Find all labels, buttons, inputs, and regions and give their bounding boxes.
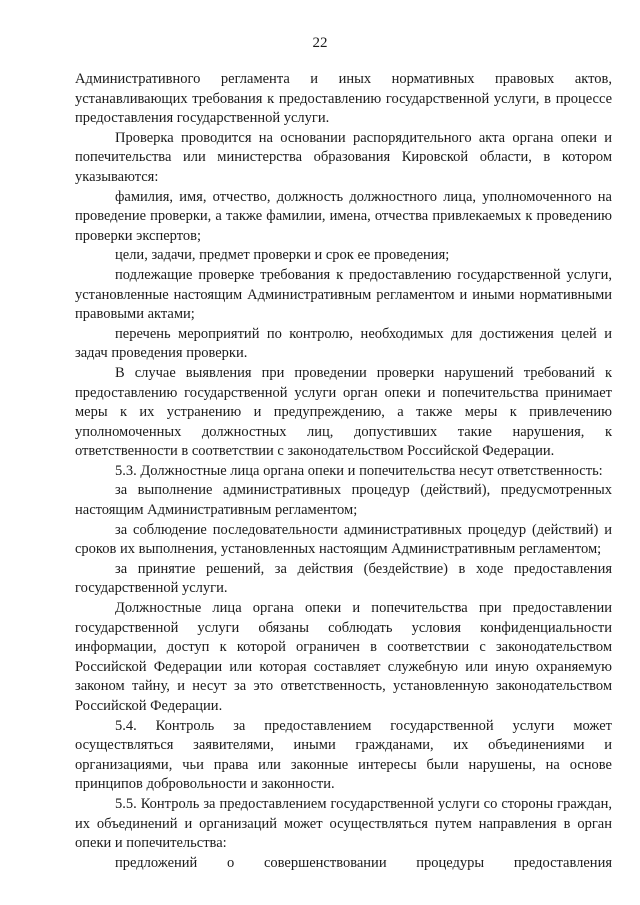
paragraph: 5.5. Контроль за предоставлением государственной услуги со стороны граждан, их объединений и организаций может осуществляться путем направления в орган опеки и попечительства: [75,795,612,852]
page-number: 22 [312,35,328,51]
paragraph: за принятие решений, за действия (бездействие) в ходе предоставления государственной услуги. [75,560,612,597]
paragraph: 5.4. Контроль за предоставлением государственной услуги может осуществляться заявителями, иными гражданами, их объединениями и организациями, чьи права или законные интересы были нарушены, на основе принципов добровольности и законности. [75,717,612,793]
paragraph: фамилия, имя, отчество, должность должностного лица, уполномоченного на проведение проверки, а также фамилии, имена, отчества привлекаемых к проведению проверки экспертов; [75,188,612,244]
paragraph: Административного регламента и иных нормативных правовых актов, устанавливающих требования к предоставлению государственной услуги, в процессе предоставления государственной услуги. [75,71,612,127]
paragraph: Должностные лица органа опеки и попечительства при предоставлении государственной услуги обязаны соблюдать условия конфиденциальности информации, доступ к которой ограничен в соответствии с законодательством Российской Федерации или которая составляет служебную или иную охраняемую законом тайну, и несут за это ответственность, установленную законодательством Российской Федерации. [75,600,612,714]
document-body [75,70,612,873]
paragraph: цели, задачи, предмет проверки и срок ее проведения; [115,247,450,264]
paragraph: 5.3. Должностные лица органа опеки и попечительства несут ответственность: [115,462,603,479]
paragraph: предложений о совершенствовании процедуры предоставления [115,854,612,871]
paragraph: за соблюдение последовательности административных процедур (действий) и сроков их выполнения, установленных настоящим Административным регламентом; [75,521,612,558]
paragraph: подлежащие проверке требования к предоставлению государственной услуги, установленные настоящим Административным регламентом и иными нормативными правовыми актами; [75,266,612,323]
paragraph: за выполнение административных процедур (действий), предусмотренных настоящим Административным регламентом; [75,482,612,519]
paragraph: перечень мероприятий по контролю, необходимых для достижения целей и задач проведения проверки. [75,325,612,362]
paragraph: В случае выявления при проведении проверки нарушений требований к предоставлению государственной услуги орган опеки и попечительства принимает меры к их устранению и предупреждению, а также меры к привлечению уполномоченных должностных лиц, допустивших такие нарушения, к ответственности в соответствии с законодательством Российской Федерации. [75,364,612,460]
paragraph: Проверка проводится на основании распорядительного акта органа опеки и попечительства или министерства образования Кировской области, в котором указываются: [75,129,612,185]
